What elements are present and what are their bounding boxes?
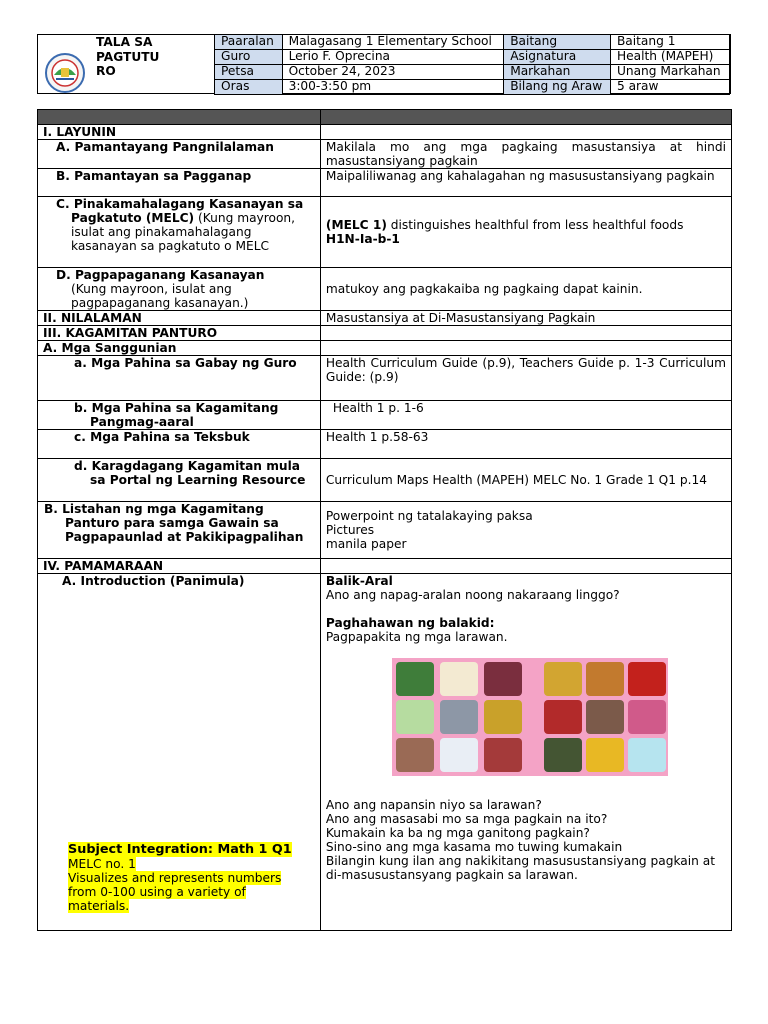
row-label <box>38 502 321 559</box>
row-value: Makilala mo ang mga pagkaing masustansiya at hindi masustansiyang pagkain <box>320 140 731 169</box>
table-row <box>38 169 732 197</box>
lesson-plan-table <box>37 109 732 931</box>
row-label <box>38 268 321 311</box>
material-item: Pictures <box>325 523 375 537</box>
candy-picture <box>628 700 666 734</box>
row-value: matukoy ang pagkakaiba ng pagkaing dapat kainin. <box>320 268 731 311</box>
table-row <box>38 140 732 169</box>
header-label: Asignatura <box>504 50 611 65</box>
row-value: Health 1 p. 1-6 <box>320 401 731 430</box>
guide-pages-label: a. Mga Pahina sa Gabay ng Guro <box>74 356 297 370</box>
section-heading: IV. PAMAMARAAN <box>38 559 321 574</box>
title-line: PAGTUTU <box>96 49 160 64</box>
sweet-potato-picture <box>484 662 522 696</box>
header-box <box>37 34 731 94</box>
table-row <box>38 341 732 356</box>
subject-integration-block <box>68 842 300 913</box>
melc-code: H1N-Ia-b-1 <box>325 232 400 246</box>
skill-label: D. Pagpapaganang Kasanayan <box>56 268 265 282</box>
header-row <box>215 65 730 80</box>
melc-label: C. Pinakamahalagang Kasanayan sa Pagkatuto (MELC) <box>56 197 304 225</box>
row-value: Maipaliliwanag ang kahalagahan ng masusustansiyang pagkain <box>320 169 731 197</box>
materials-list-label: B. Listahan ng mga Kagamitang Panturo para samga Gawain sa Pagpapaunlad at Pakikipagpalihan <box>44 502 304 544</box>
empty-cell <box>320 341 731 356</box>
question-item: Bilangin kung ilan ang nakikitang masusustansiyang pagkain at di-masusustansyang pagkain sa larawan. <box>325 854 716 882</box>
melc-number-text: MELC no. 1 <box>68 857 136 871</box>
fries-picture <box>586 738 624 772</box>
material-item: manila paper <box>325 537 407 551</box>
balik-aral-question: Ano ang napag-aralan noong nakaraang linggo? <box>325 588 620 602</box>
header-label: Markahan <box>504 65 611 80</box>
header-label: Petsa <box>215 65 283 80</box>
question-item: Sino-sino ang mga kasama mo tuwing kumakain <box>325 840 623 854</box>
title-line: RO <box>96 64 116 78</box>
material-item: Powerpoint ng tatalakaying paksa <box>325 509 533 523</box>
row-label: c. Mga Pahina sa Teksbuk <box>38 430 321 459</box>
header-value: Unang Markahan <box>610 65 729 80</box>
header-value: 5 araw <box>610 80 729 95</box>
table-row <box>38 311 732 326</box>
row-value <box>320 197 731 268</box>
row-value <box>320 502 731 559</box>
empty-cell <box>320 125 731 140</box>
melc-number: (MELC 1) <box>325 218 387 232</box>
header-label: Bilang ng Araw <box>504 80 611 95</box>
soda-can-picture <box>628 662 666 696</box>
empty-cell <box>320 559 731 574</box>
header-value: Lerio F. Oprecina <box>282 50 504 65</box>
section-heading: A. Mga Sanggunian <box>38 341 321 356</box>
table-row <box>38 326 732 341</box>
table-row <box>38 459 732 502</box>
row-label: A. Pamantayang Pangnilalaman <box>38 140 321 169</box>
row-label <box>38 401 321 430</box>
header-info-table <box>214 34 730 95</box>
cabbage-picture <box>396 700 434 734</box>
table-header-cell <box>320 110 731 125</box>
header-value: October 24, 2023 <box>282 65 504 80</box>
balik-aral-heading: Balik-Aral <box>325 574 393 588</box>
skill-note: (Kung mayroon, isulat ang pagpapaganang kasanayan.) <box>71 282 249 310</box>
section-heading: II. NILALAMAN <box>38 311 321 326</box>
table-row <box>38 268 732 311</box>
header-label: Oras <box>215 80 283 95</box>
ice-cream-picture <box>628 738 666 772</box>
table-row <box>38 125 732 140</box>
table-row <box>38 502 732 559</box>
donut-picture <box>586 700 624 734</box>
table-row <box>38 197 732 268</box>
subject-integration-text: Visualizes and represents numbers from 0-100 using a variety of materials. <box>68 871 282 913</box>
row-label <box>38 356 321 401</box>
beef-picture <box>484 738 522 772</box>
question-item: Kumakain ka ba ng mga ganitong pagkain? <box>325 826 590 840</box>
food-pictures-image <box>392 658 668 776</box>
header-value: 3:00-3:50 pm <box>282 80 504 95</box>
subject-integration-title: Subject Integration: Math 1 Q1 <box>68 842 292 857</box>
row-value: Health 1 p.58-63 <box>320 430 731 459</box>
row-label <box>38 459 321 502</box>
milk-picture <box>440 738 478 772</box>
table-row <box>38 559 732 574</box>
document-title <box>96 35 160 79</box>
header-label: Baitang <box>504 35 611 50</box>
melc-text: distinguishes healthful from less healthful foods <box>390 218 684 232</box>
table-row <box>38 401 732 430</box>
school-seal-icon <box>44 53 86 93</box>
title-line: TALA SA <box>96 35 153 49</box>
avocado-picture <box>396 662 434 696</box>
empty-cell <box>320 326 731 341</box>
header-row <box>215 50 730 65</box>
row-value <box>320 574 731 931</box>
row-value: Health Curriculum Guide (p.9), Teachers Guide p. 1-3 Curriculum Guide: (p.9) <box>320 356 731 401</box>
table-row <box>38 430 732 459</box>
header-value: Malagasang 1 Elementary School <box>282 35 504 50</box>
table-header-row <box>38 110 732 125</box>
row-value: Curriculum Maps Health (MAPEH) MELC No. 1 Grade 1 Q1 p.14 <box>320 459 731 502</box>
hotdog-picture <box>544 700 582 734</box>
header-value: Health (MAPEH) <box>610 50 729 65</box>
section-heading: I. LAYUNIN <box>38 125 321 140</box>
row-label <box>38 574 321 931</box>
header-row <box>215 80 730 95</box>
table-row <box>38 356 732 401</box>
section-heading: III. KAGAMITAN PANTURO <box>38 326 321 341</box>
question-item: Ano ang napansin niyo sa larawan? <box>325 798 542 812</box>
header-label: Paaralan <box>215 35 283 50</box>
question-item: Ano ang masasabi mo sa mga pagkain na ito? <box>325 812 608 826</box>
introduction-label: A. Introduction (Panimula) <box>62 574 245 588</box>
header-label: Guro <box>215 50 283 65</box>
melc-note: (Kung mayroon, isulat ang pinakamahalagang kasanayan sa pagkatuto o MELC <box>71 211 296 253</box>
row-label <box>38 197 321 268</box>
fruits-picture <box>484 700 522 734</box>
egg-picture <box>440 662 478 696</box>
paghahawan-heading: Paghahawan ng balakid: <box>325 616 495 630</box>
meat-picture <box>396 738 434 772</box>
burger-picture <box>586 662 624 696</box>
row-value: Masustansiya at Di-Masustansiyang Pagkain <box>320 311 731 326</box>
header-value: Baitang 1 <box>610 35 729 50</box>
paghahawan-text: Pagpapakita ng mga larawan. <box>325 630 508 644</box>
header-row <box>215 35 730 50</box>
row-label: B. Pamantayan sa Pagganap <box>38 169 321 197</box>
chips-picture <box>544 662 582 696</box>
snack-picture <box>544 738 582 772</box>
additional-materials-label: d. Karagdagang Kagamitan mula sa Portal ng Learning Resource <box>74 459 306 487</box>
table-row <box>38 574 732 931</box>
table-header-cell <box>38 110 321 125</box>
fish-picture <box>440 700 478 734</box>
learner-pages-label: b. Mga Pahina sa Kagamitang Pangmag-aaral <box>74 401 279 429</box>
